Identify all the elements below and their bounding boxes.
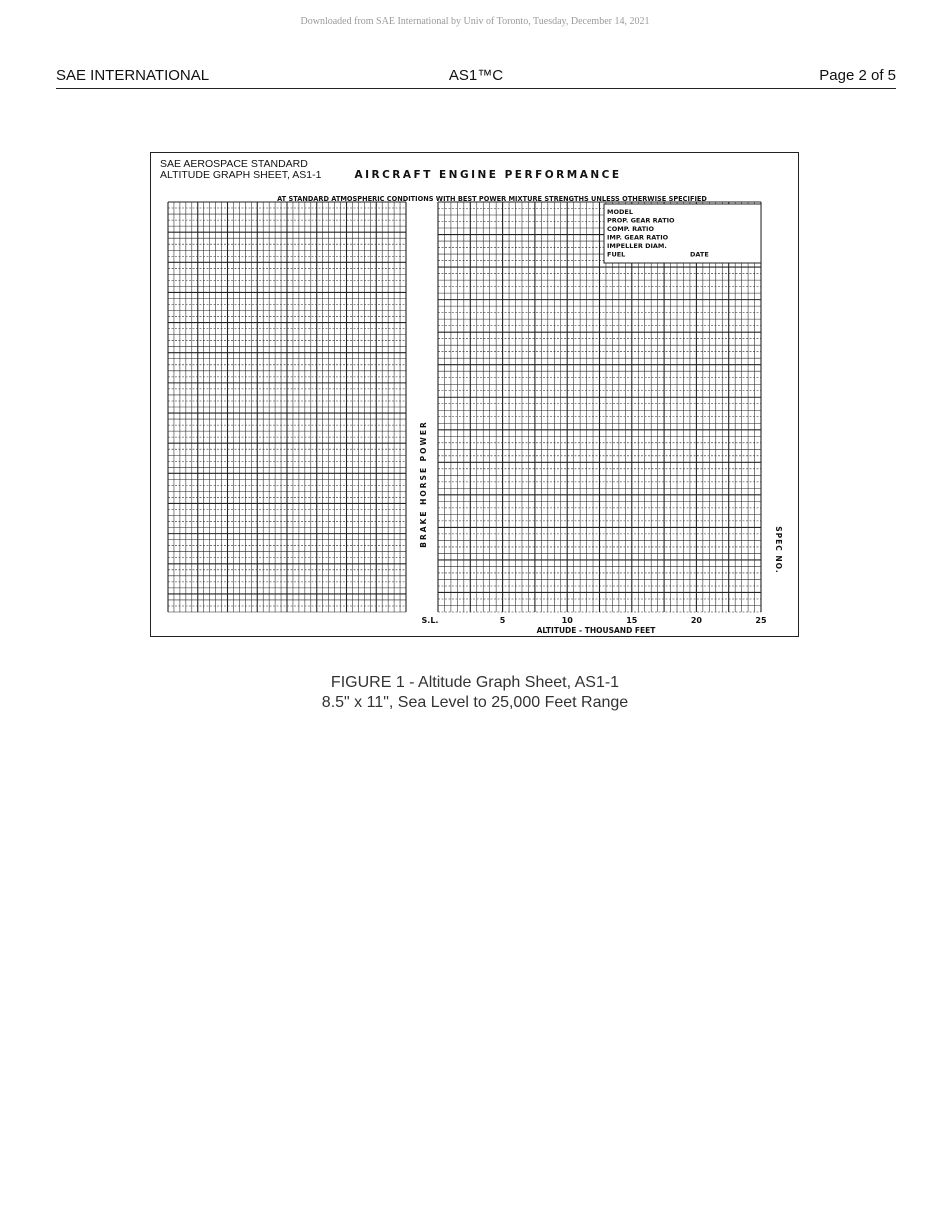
- spec-no-label: SPEC NO.: [774, 526, 783, 574]
- graph-sheet-svg: [150, 151, 800, 639]
- figure-caption: [0, 673, 950, 713]
- sheet-org-line1: SAE AEROSPACE STANDARD: [160, 158, 308, 171]
- x-axis-label: ALTITUDE - THOUSAND FEET: [536, 626, 656, 635]
- info-date-label: DATE: [690, 250, 709, 259]
- download-watermark: Downloaded from SAE International by Univ of Toronto, Tuesday, December 14, 2021: [300, 16, 650, 27]
- sheet-subtitle: AT STANDARD ATMOSPHERIC CONDITIONS WITH BEST POWER MIXTURE STRENGTHS UNLESS OTHERWISE SPECIFIED: [277, 195, 707, 203]
- x-tick-label: S.L.: [421, 616, 439, 625]
- info-fuel-label: FUEL: [607, 250, 626, 259]
- info-box: [604, 204, 761, 263]
- caption-line-2: 8.5" x 11", Sea Level to 25,000 Feet Range: [321, 694, 629, 711]
- y-axis-label: BRAKE HORSE POWER: [419, 420, 428, 548]
- info-impeller-diam-label: IMPELLER DIAM.: [607, 242, 667, 250]
- x-axis-ticks: [422, 616, 767, 625]
- sheet-org-line2: ALTITUDE GRAPH SHEET, AS1-1: [160, 169, 322, 182]
- caption-line-1: FIGURE 1 - Altitude Graph Sheet, AS1-1: [330, 674, 620, 691]
- x-tick-label: 10: [561, 616, 573, 625]
- header-page-number: Page 2 of 5: [819, 67, 896, 84]
- altitude-graph-sheet-figure: [150, 151, 800, 639]
- info-imp-gear-ratio-label: IMP. GEAR RATIO: [607, 233, 669, 242]
- x-tick-label: 5: [499, 616, 506, 625]
- sheet-title: AIRCRAFT ENGINE PERFORMANCE: [354, 169, 622, 181]
- header-document-number: AS1™C: [448, 67, 504, 84]
- page-header: [56, 66, 896, 89]
- header-organization: SAE INTERNATIONAL: [56, 67, 210, 84]
- left-grid-panel: [168, 202, 406, 612]
- x-tick-label: 20: [690, 616, 702, 625]
- info-prop-gear-ratio-label: PROP. GEAR RATIO: [607, 216, 675, 225]
- info-model-label: MODEL: [607, 208, 633, 216]
- info-comp-ratio-label: COMP. RATIO: [607, 225, 654, 233]
- x-tick-label: 25: [755, 616, 767, 625]
- x-tick-label: 15: [626, 616, 638, 625]
